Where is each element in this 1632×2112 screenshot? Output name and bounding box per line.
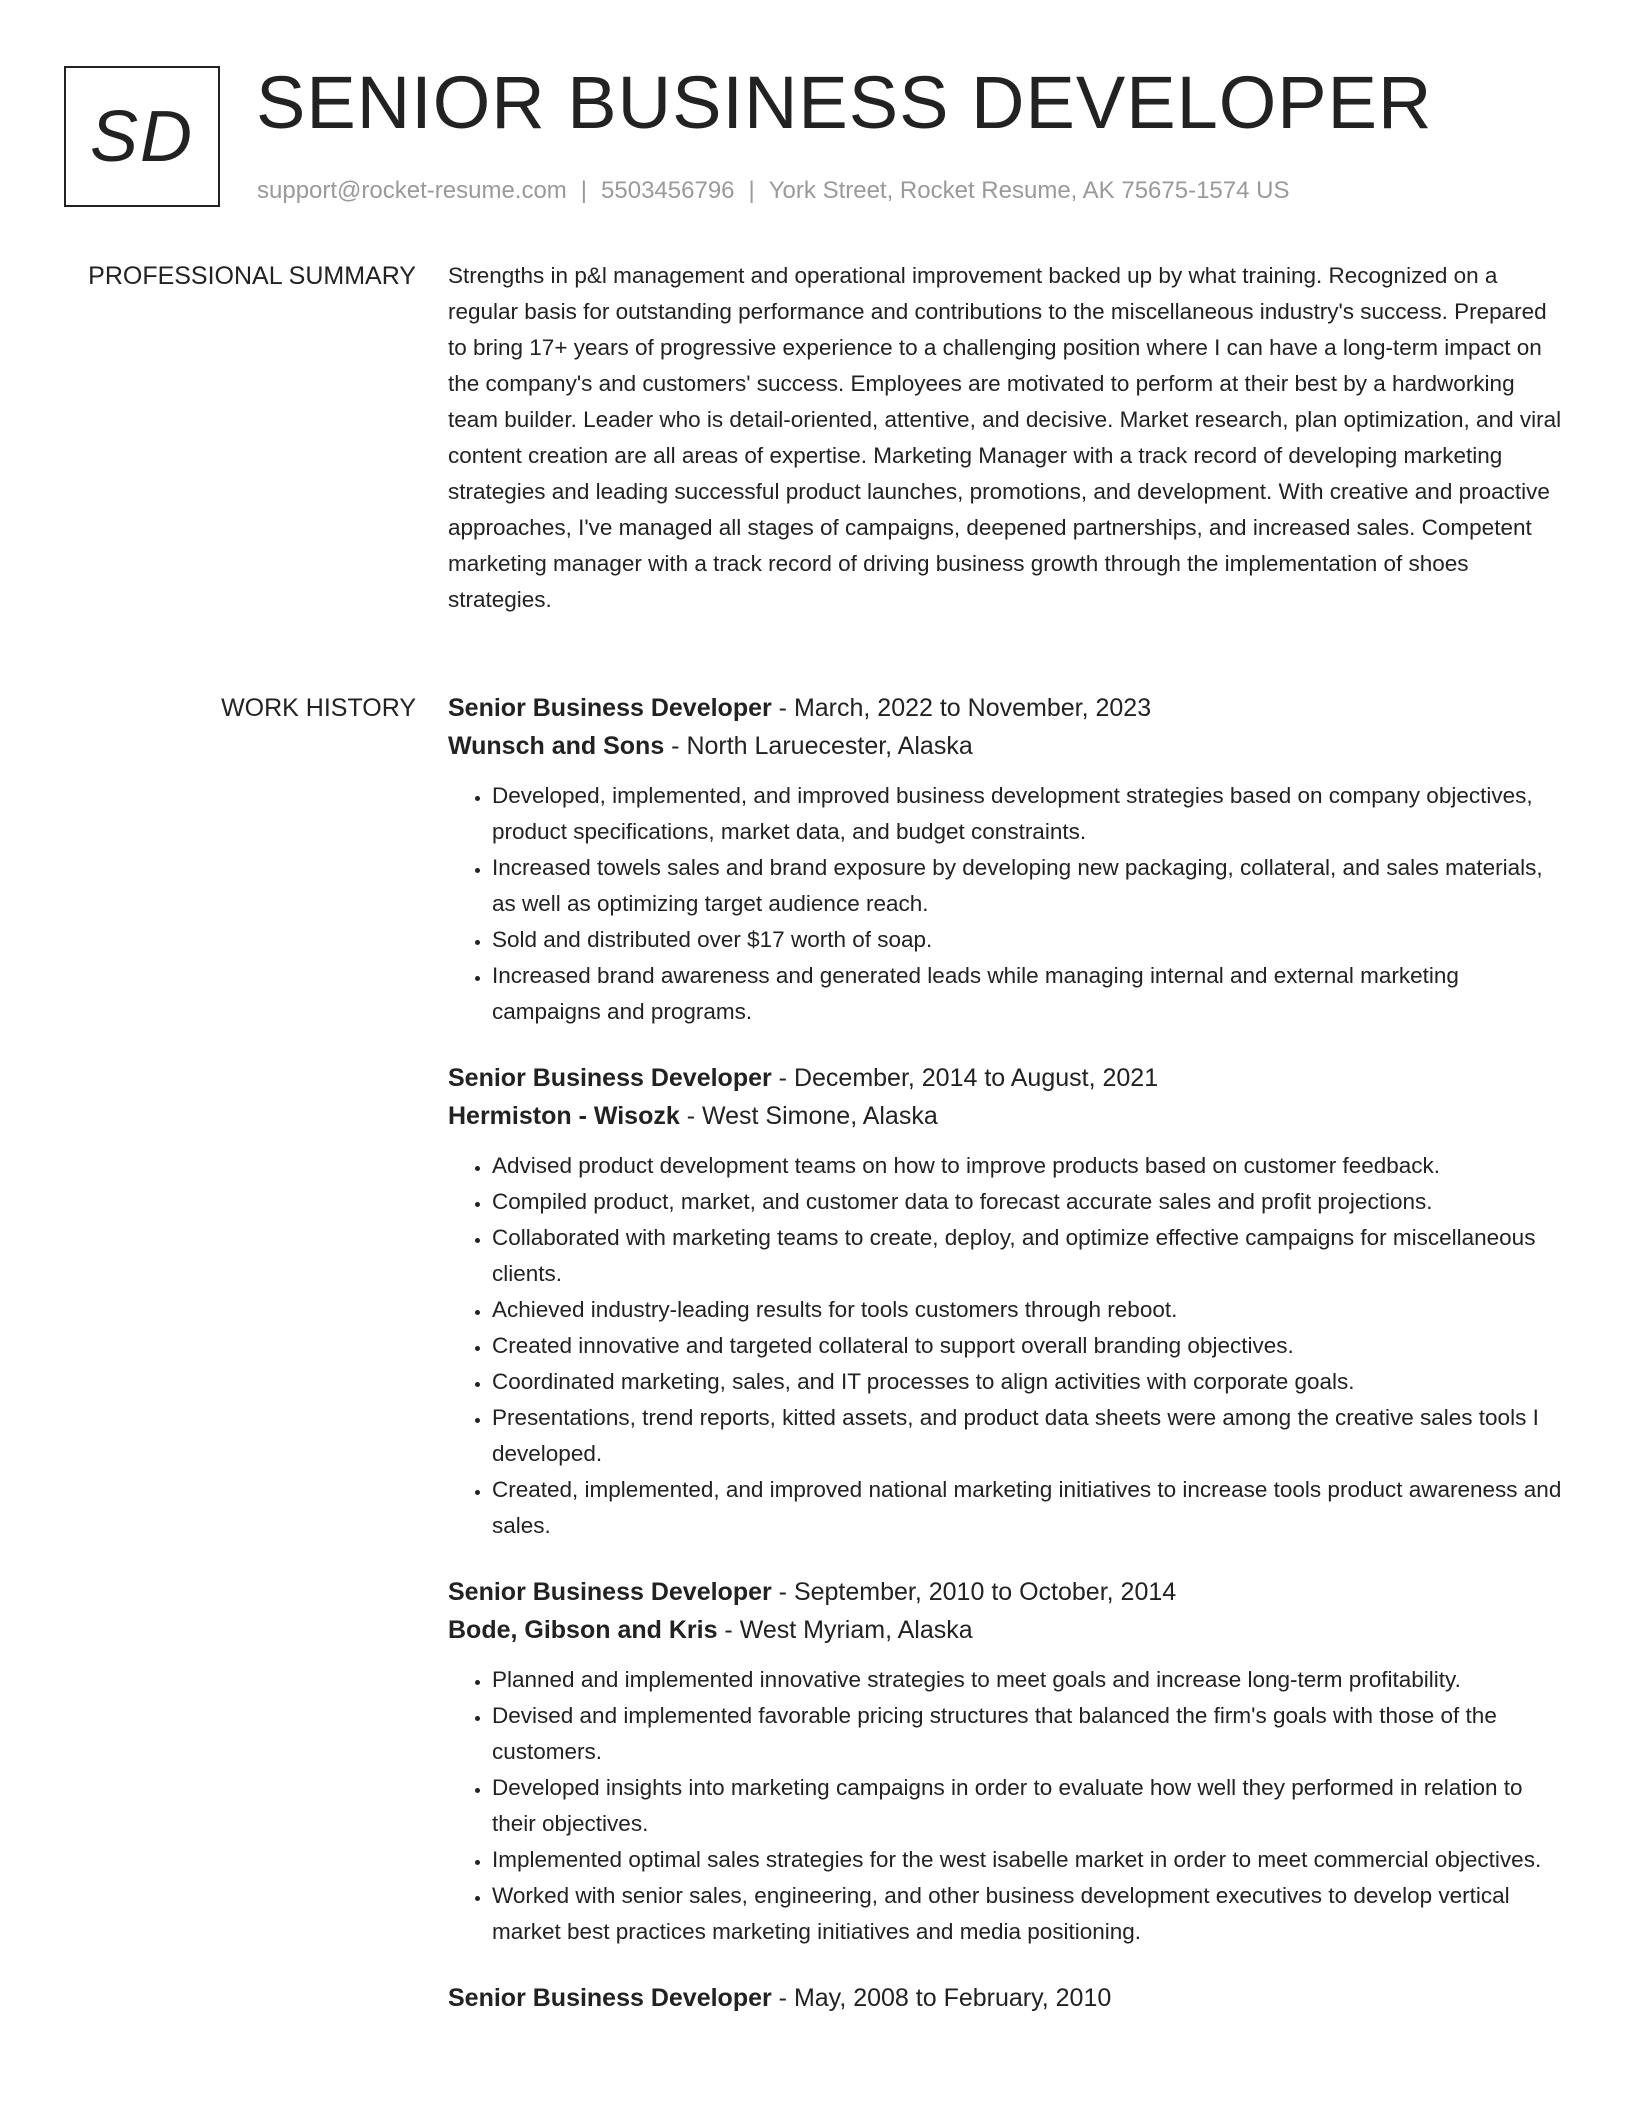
job-bullet: • Collaborated with marketing teams to create, deploy, and optimize effective campaigns for miscellaneous clients. <box>492 1220 1566 1292</box>
job-bullet: • Achieved industry-leading results for tools customers through reboot. <box>492 1292 1566 1328</box>
contact-line <box>257 174 1289 208</box>
job-company: Bode, Gibson and Kris <box>448 1616 718 1644</box>
job-bullets <box>448 1148 1566 1544</box>
job-title-line <box>448 1979 1566 2017</box>
job-location: - West Simone, Alaska <box>679 1102 938 1130</box>
job-bullet: • Coordinated marketing, sales, and IT processes to align activities with corporate goals. <box>492 1364 1566 1400</box>
job-company: Wunsch and Sons <box>448 732 665 760</box>
job-bullet: • Devised and implemented favorable pricing structures that balanced the firm's goals with those of the customers. <box>492 1698 1566 1770</box>
job-bullet: • Increased towels sales and brand exposure by developing new packaging, collateral, and sales materials, as well as optimizing target audience reach. <box>492 850 1566 922</box>
job-title: Senior Business Developer <box>448 694 772 722</box>
job-title: Senior Business Developer <box>448 1984 772 2012</box>
job-bullet: • Advised product development teams on how to improve products based on customer feedback. <box>492 1148 1566 1184</box>
section-label-work-history: WORK HISTORY <box>221 694 416 722</box>
job-title: Senior Business Developer <box>448 1578 772 1606</box>
job-location: - North Laruecester, Alaska <box>664 732 973 760</box>
job-bullets <box>448 1662 1566 1950</box>
job-bullet: • Created, implemented, and improved national marketing initiatives to increase tools product awareness and sales. <box>492 1472 1566 1544</box>
work-history-section <box>448 689 1566 2046</box>
section-label-summary: PROFESSIONAL SUMMARY <box>88 262 416 290</box>
job-bullet: • Sold and distributed over $17 worth of soap. <box>492 922 1566 958</box>
job-entry <box>448 1979 1566 2017</box>
contact-phone[interactable]: 5503456796 <box>601 177 735 204</box>
job-dates: - December, 2014 to August, 2021 <box>771 1064 1159 1092</box>
resume-title: SENIOR BUSINESS DEVELOPER <box>256 61 1433 144</box>
job-bullet: • Implemented optimal sales strategies for the west isabelle market in order to meet commercial objectives. <box>492 1842 1566 1878</box>
job-bullet: • Created innovative and targeted collateral to support overall branding objectives. <box>492 1328 1566 1364</box>
job-dates: - March, 2022 to November, 2023 <box>771 694 1152 722</box>
contact-separator: | <box>580 177 588 204</box>
job-dates: - September, 2010 to October, 2014 <box>771 1578 1177 1606</box>
job-company-line <box>448 1611 1566 1649</box>
job-location: - West Myriam, Alaska <box>717 1616 973 1644</box>
job-company-line <box>448 1097 1566 1135</box>
job-title-line <box>448 689 1566 727</box>
job-bullet: • Planned and implemented innovative strategies to meet goals and increase long-term profitability. <box>492 1662 1566 1698</box>
summary-text: Strengths in p&l management and operational improvement backed up by what training. Recognized on a regular basis for outstanding performance and contributions to the miscellaneous industry's success. Prepared to bring 17+ years of progressive experience to a challenging position where I can have a long-term impact on the company's and customers' success. Employees are motivated to perform at their best by a hardworking team builder. Leader who is detail-oriented, attentive, and decisive. Market research, plan optimization, and viral content creation are all areas of expertise. Marketing Manager with a track record of developing marketing strategies and leading successful product launches, promotions, and development. With creative and proactive approaches, I've managed all stages of campaigns, deepened partnerships, and increased sales. Competent marketing manager with a track record of driving business growth through the implementation of shoes strategies. <box>448 263 1562 612</box>
job-bullet: • Increased brand awareness and generated leads while managing internal and external marketing campaigns and programs. <box>492 958 1566 1030</box>
job-title-line <box>448 1573 1566 1611</box>
contact-separator: | <box>748 177 755 204</box>
job-entry <box>448 1059 1566 1544</box>
job-bullet: • Compiled product, market, and customer data to forecast accurate sales and profit projections. <box>492 1184 1566 1220</box>
job-company-line <box>448 727 1566 765</box>
job-bullet: • Developed insights into marketing campaigns in order to evaluate how well they performed in relation to their objectives. <box>492 1770 1566 1842</box>
job-title: Senior Business Developer <box>448 1064 772 1092</box>
job-bullet: • Developed, implemented, and improved business development strategies based on company objectives, product specifications, market data, and budget constraints. <box>492 778 1566 850</box>
monogram-initials: SD <box>89 96 195 177</box>
job-bullet: • Presentations, trend reports, kitted assets, and product data sheets were among the creative sales tools I developed. <box>492 1400 1566 1472</box>
contact-email[interactable]: support@rocket-resume.com <box>257 177 567 204</box>
job-company: Hermiston - Wisozk <box>448 1102 680 1130</box>
job-entry <box>448 1573 1566 1950</box>
contact-address: York Street, Rocket Resume, AK 75675-1574 US <box>768 177 1290 204</box>
job-bullet: • Worked with senior sales, engineering, and other business development executives to develop vertical market best practices marketing initiatives and media positioning. <box>492 1878 1566 1950</box>
job-title-line <box>448 1059 1566 1097</box>
summary-section <box>448 258 1566 618</box>
monogram-logo <box>64 66 220 207</box>
job-dates: - May, 2008 to February, 2010 <box>771 1984 1112 2012</box>
job-bullets <box>448 778 1566 1030</box>
job-entry <box>448 689 1566 1030</box>
